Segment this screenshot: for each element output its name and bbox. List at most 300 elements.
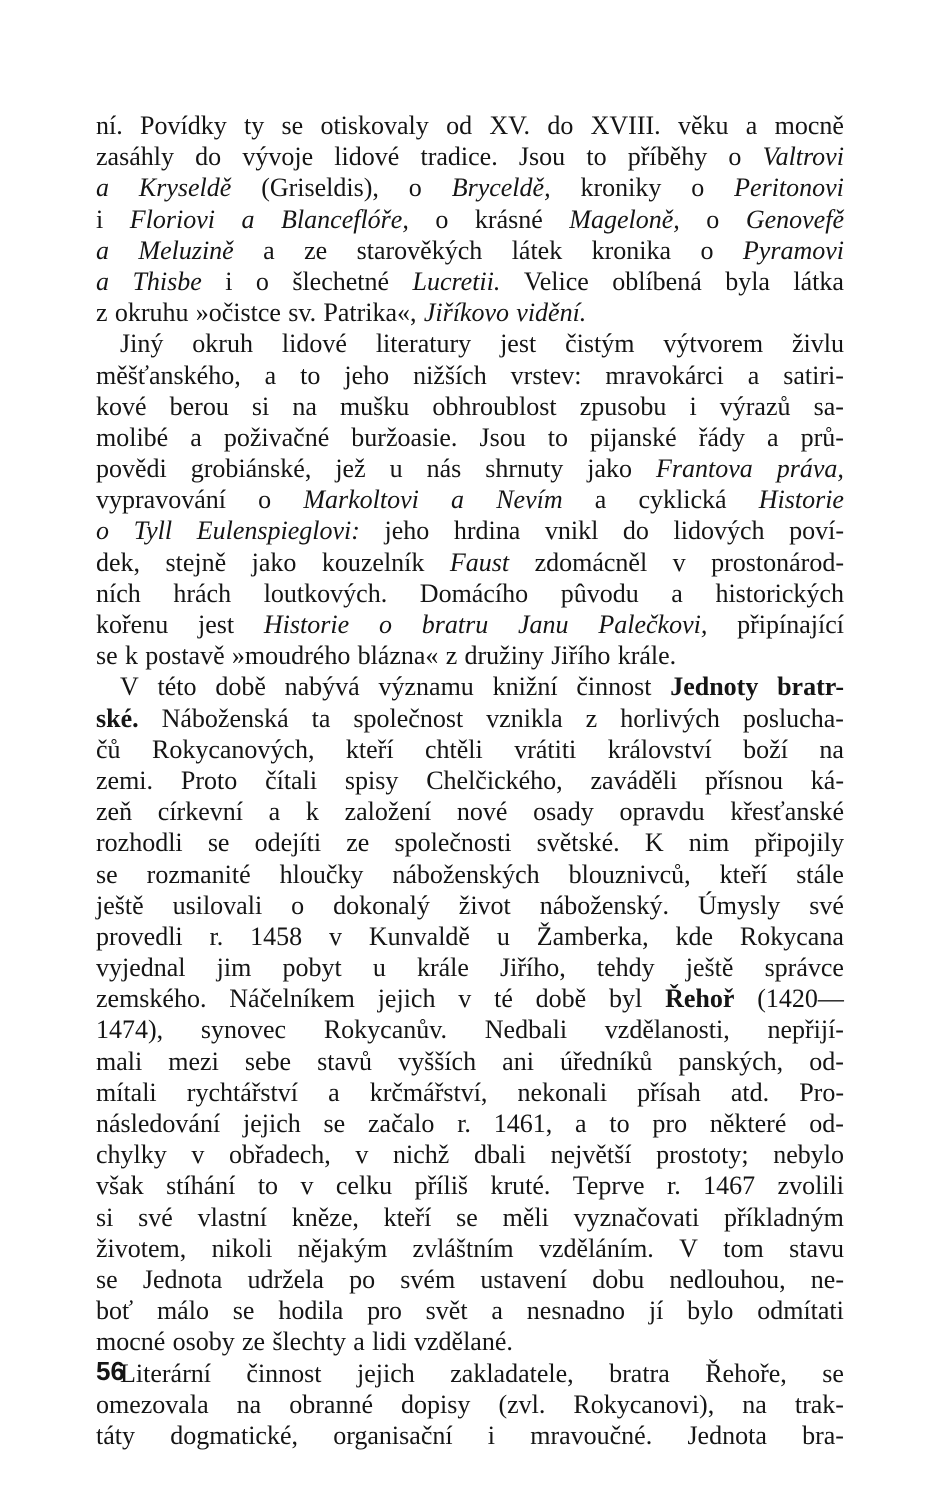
word: látka [793,266,844,296]
word: Velice [523,266,589,296]
word: a [594,485,607,515]
text-line [96,204,844,235]
word: se [323,1109,346,1138]
text-line [96,859,844,890]
word: přísnou [704,765,783,795]
word: jako [587,454,633,484]
word: Jednoty [670,672,759,702]
word: v [672,547,686,577]
body-text [96,110,844,1451]
word: na [819,734,844,764]
word: dobu [592,1264,645,1294]
word: vrstev: [510,360,582,390]
word: shrnuty [485,454,564,484]
word: výtvorem [663,329,764,359]
word: udržela [247,1264,324,1294]
word: bylo [687,1296,734,1326]
word: do [547,111,574,140]
word: poví- [789,516,844,546]
word: kde [675,921,714,951]
word: Nedbali [484,1015,568,1045]
text-line [96,141,844,172]
text-line [96,1014,844,1045]
word: v [300,1171,314,1201]
word: ještě [96,890,144,920]
word: mezi [168,1046,219,1076]
word: šlechetné [292,266,390,296]
word: jež [335,454,366,484]
text-line [96,921,844,952]
word: i [96,204,104,234]
word: literatury [375,329,472,359]
word: dek, [96,547,141,577]
word: činnost [246,1358,322,1388]
word: ské. [96,703,139,733]
word: zvolili [777,1171,844,1201]
word: mítali [96,1077,157,1107]
word: vidění. [516,298,587,328]
word: i [689,391,697,421]
text-line [96,1420,844,1451]
word: Rokycanův. [323,1015,448,1045]
word: se [822,1358,844,1388]
word: nichž [393,1140,450,1170]
word: Kunvaldě [368,921,470,951]
word: Historie [758,485,844,515]
word: vlastní [197,1202,267,1232]
word: té [494,984,513,1014]
word: u [389,454,403,484]
word: náboženský. [539,890,669,920]
word: ještě [685,953,734,983]
word: o [378,610,392,639]
word: době [535,984,587,1014]
text-line [96,827,844,858]
word: Náčelníkem [229,984,355,1014]
word: své [138,1202,173,1232]
word: církevní [157,797,243,827]
text-line [96,422,844,453]
word: se [281,111,304,140]
word: Literární [120,1358,211,1388]
word: a [268,797,281,827]
word: si [96,1202,114,1232]
word: boží [743,734,788,764]
text-line [96,1358,844,1389]
word: jim [216,953,252,983]
word: hrdina [453,516,521,546]
word: ani [502,1046,534,1076]
word: u [372,953,386,983]
word: o [706,204,720,234]
word: odejíti [254,828,322,858]
word: jejich [242,1109,301,1138]
word: 1467 [703,1171,756,1201]
word: mravoučné. [530,1420,653,1450]
word: významu [378,672,474,702]
page-number: 56 [96,1356,125,1386]
word: kouzelník [321,547,425,577]
word: Meluzině [138,235,234,265]
word: od [446,111,473,140]
word: Jiřího [551,641,611,671]
word: příběhy [627,142,708,172]
word: krásné [474,204,543,234]
word: nepřijí- [767,1015,844,1045]
word: vývoje [242,142,314,172]
word: do [195,142,222,172]
word: založení [344,797,432,827]
word: o [691,173,705,203]
word: a [575,1109,587,1138]
word: se [96,1264,118,1294]
word: jí [648,1296,664,1326]
word: připínající [737,610,844,639]
word: byl [609,984,643,1014]
word: Povídky [140,111,227,140]
word: prostoty; [656,1140,749,1170]
text-line [96,983,844,1014]
word: a [747,360,760,390]
text-line [96,1264,844,1295]
word: K [644,828,664,858]
word: Floriovi [129,204,215,234]
word: a [263,235,275,265]
word: u [496,921,510,951]
text-line [96,1108,844,1139]
word: 1458 [250,921,303,951]
word: dbali [473,1140,526,1170]
word: Tyll [133,516,173,546]
word: o [408,173,422,203]
word: to [300,360,321,390]
word: to [609,1109,630,1138]
word: Faust [449,547,510,577]
text-line [96,172,844,203]
word: do [622,516,649,546]
word: r. [457,1109,471,1138]
word: Blanceflóře, [281,204,409,234]
word: byla [725,266,770,296]
word: se [456,1202,478,1232]
text-line [96,1233,844,1264]
word: stejně [165,547,227,577]
word: bratr- [777,672,844,702]
word: zaváděli [590,765,678,795]
word: některé [709,1109,787,1138]
word: jest [198,610,235,639]
word: historických [715,578,844,608]
word: o [255,266,269,296]
word: atd. [730,1077,770,1107]
word: k [124,641,138,671]
word: tom [723,1233,764,1263]
word: jeho [384,516,430,546]
word: ta [311,703,331,733]
word: krčmářství, [369,1077,488,1107]
text-line [96,578,844,609]
word: a [96,235,109,265]
text-line [96,796,844,827]
paragraph [96,328,844,671]
word: stále [796,859,844,889]
word: lidi [372,1327,407,1357]
word: a [745,111,758,140]
word: čů [96,734,121,764]
word: obřadech, [229,1140,331,1170]
word: hodila [278,1296,344,1326]
word: starověkých [356,235,483,265]
word: a [190,422,202,452]
word: Teprve [572,1171,645,1201]
word: Úmysly [697,890,781,920]
word: zakladatele, [450,1358,574,1388]
word: začalo [368,1109,435,1138]
word: a [264,360,277,390]
word: i [225,266,233,296]
word: zpusobu [579,391,667,421]
word: mali [96,1046,143,1076]
word: lidové [281,329,347,359]
word: na [292,391,317,421]
word: Frantova [656,454,753,484]
word: to [257,1171,279,1201]
word: 1474), [96,1015,164,1045]
word: Jednota [142,1264,223,1294]
word: na [236,1389,262,1419]
text-line [96,266,844,297]
word: horlivých [620,703,720,733]
word: družiny [464,641,544,671]
text-line [96,1170,844,1201]
word: molibé [96,422,169,452]
word: společnost [353,703,464,733]
text-line [96,297,844,328]
word: prostonárod- [711,547,844,577]
word: hrách [173,578,232,608]
text-line [96,1202,844,1233]
word: a [767,422,779,452]
word: království [607,734,712,764]
word: osoby [172,1327,235,1357]
word: bratra [609,1358,670,1388]
word: lidové [334,142,400,172]
word: Historie [263,610,350,639]
word: a [353,1327,365,1357]
word: Žamberka, [536,921,649,951]
word: to [547,422,568,452]
word: trak- [794,1389,844,1419]
word: mocně [774,111,844,140]
paragraph [96,671,844,1357]
word: Proto [180,765,238,795]
word: pijanské [590,422,677,452]
word: ze [346,828,370,858]
word: ne- [810,1264,844,1294]
word: sebe [244,1046,292,1076]
word: provedli [96,921,183,951]
word: opravdu [619,797,705,827]
word: pro [367,1296,402,1326]
word: povědi [96,454,167,484]
word: Jsou [518,142,566,172]
word: připojily [754,828,844,858]
word: nabývá [284,672,360,702]
word: stíhání [166,1171,236,1201]
word: o [258,485,272,515]
text-line [96,1139,844,1170]
word: svém [400,1264,456,1294]
word: látek [511,235,563,265]
word: výrazů [719,391,791,421]
word: se [207,828,230,858]
word: grobiánské, [190,454,312,484]
word: následování [96,1109,221,1138]
word: usilovali [172,890,263,920]
word: Nevím [496,485,563,515]
word: prů- [800,422,844,452]
word: 1461, [493,1109,553,1138]
word: bratru [421,610,489,639]
word: rozhodli [96,828,183,858]
word: Markoltovi [303,485,419,515]
word: Řehoře, [705,1358,787,1388]
word: však [96,1171,144,1201]
word: táty [96,1420,135,1450]
word: vzděláním. [539,1233,654,1263]
word: úředníků [559,1046,653,1076]
word: od- [809,1109,844,1138]
word: mocné [96,1327,166,1357]
word: čítali [265,765,318,795]
text-line [96,547,844,578]
word: řády [698,422,745,452]
word: tehdy [596,953,655,983]
word: ustavení [480,1264,568,1294]
paragraph [96,1358,844,1452]
word: největší [550,1140,632,1170]
word: bra- [802,1420,844,1450]
word: XVIII. [590,111,661,140]
text-line [96,453,844,484]
word: ká- [810,765,844,795]
word: Jiříkovo [423,298,510,328]
word: měli [502,1202,549,1232]
word: Náboženská [161,703,289,733]
word: Domácího [419,578,529,608]
word: Rokycana [739,921,844,951]
word: chylky [96,1140,167,1170]
word: své [809,890,844,920]
word: zemského. [96,984,207,1014]
word: a [671,578,683,608]
word: spisy [344,765,399,795]
word: světské. [536,828,620,858]
word: vnikl [544,516,599,546]
word: Chelčického, [426,765,563,795]
word: oblíbená [612,266,702,296]
word: se [96,859,118,889]
word: vzdělanosti, [604,1015,730,1045]
text-line [96,671,844,702]
word: ty [243,111,265,140]
word: Mageloně, [569,204,680,234]
word: Janu [518,610,569,639]
text-line [96,640,844,671]
word: Palečkovi, [598,610,708,639]
word: vznikla [486,703,563,733]
word: od- [809,1046,844,1076]
word: poživačné [223,422,330,452]
word: mušku [339,391,410,421]
word: (Griseldis), [261,173,379,203]
word: synovec [200,1015,287,1045]
paragraph [96,110,844,328]
word: činnost [576,672,652,702]
word: o [435,204,449,234]
word: Kryseldě [138,173,232,203]
word: Rokycanovi), [573,1389,715,1419]
word: zeň [96,797,133,827]
word: »moudrého [231,641,351,671]
word: kteří [345,734,394,764]
word: otiskovaly [320,111,429,140]
word: jeho [344,360,390,390]
word: nesnadno [526,1296,625,1326]
word: správce [764,953,844,983]
word: pro [652,1109,688,1138]
word: nižších [413,360,487,390]
text-line [96,515,844,546]
word: a [96,266,109,296]
word: vzdělané. [414,1327,513,1357]
word: Jsou [479,422,526,452]
word: Jiřího, [500,953,566,983]
word: (zvl. [498,1389,546,1419]
word: dokonalý [333,890,430,920]
text-line [96,391,844,422]
text-line [96,890,844,921]
word: knižní [492,672,558,702]
word: z [585,703,598,733]
text-line [96,609,844,640]
word: kořenu [96,610,169,639]
word: v [458,984,472,1014]
word: Jiný [120,329,164,359]
word: ze [304,235,328,265]
text-line [96,1389,844,1420]
word: v [355,1140,369,1170]
word: z [96,298,108,328]
word: době [215,672,266,702]
word: nim [688,828,730,858]
text-line [96,1295,844,1326]
word: věku [677,111,729,140]
word: loutkových. [263,578,388,608]
word: okruhu [114,298,189,328]
word: příliš [414,1171,469,1201]
word: křesťanské [730,797,844,827]
word: k [305,797,319,827]
word: boť [96,1296,134,1326]
word: o [700,235,714,265]
word: v [191,1140,205,1170]
word: rychtářství [186,1077,298,1107]
text-line [96,110,844,141]
word: Jednota [687,1420,767,1450]
word: zdomácněl [534,547,648,577]
word: dopisy [401,1389,471,1419]
